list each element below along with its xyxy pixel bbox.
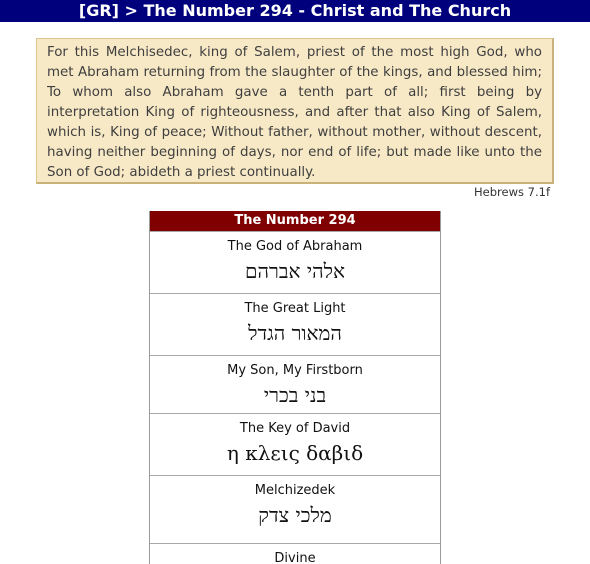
table-row: [150, 231, 440, 293]
row-english-label: The Key of David: [239, 421, 351, 436]
quote-line: met Abraham returning from the slaughter of the kings, and blessed him;: [47, 65, 542, 80]
quote-line: To whom also Abraham gave a tenth part of all; first being by: [47, 85, 542, 100]
row-english-label: The Great Light: [244, 301, 346, 316]
quote-line: For this Melchisedec, king of Salem, priest of the most high God, who: [47, 45, 542, 60]
row-english-label: The God of Abraham: [227, 239, 363, 254]
row-greek-text: η κλεις δαβιδ: [226, 441, 364, 465]
table-row: [150, 293, 440, 355]
quote-line: having neither beginning of days, nor end of life; but made like unto the: [47, 145, 542, 160]
row-english-label: Melchizedek: [254, 483, 336, 498]
quote-citation: Hebrews 7.1f: [474, 185, 550, 199]
table-row: [150, 413, 440, 475]
table-row: [150, 355, 440, 413]
row-hebrew-text: מלכי צדק: [258, 503, 332, 527]
quote-line: interpretation King of righteousness, and after that also King of Salem,: [47, 105, 542, 120]
row-hebrew-text: אלהי אברהם: [245, 259, 345, 283]
number-table: [149, 211, 441, 564]
row-hebrew-text: המאור הגדל: [248, 321, 342, 345]
quote-line: which is, King of peace; Without father, without mother, without descent,: [47, 125, 542, 140]
table-header: The Number 294: [150, 211, 440, 231]
quote-line: Son of God; abideth a priest continually.: [47, 165, 316, 180]
scripture-quote-box: [36, 38, 554, 184]
table-row: [150, 543, 440, 564]
table-row: [150, 475, 440, 543]
row-english-label: Divine: [274, 551, 316, 564]
row-english-label: My Son, My Firstborn: [227, 363, 363, 378]
page-title: [GR] > The Number 294 - Christ and The Church: [0, 0, 590, 22]
row-hebrew-text: בני בכרי: [263, 383, 327, 407]
